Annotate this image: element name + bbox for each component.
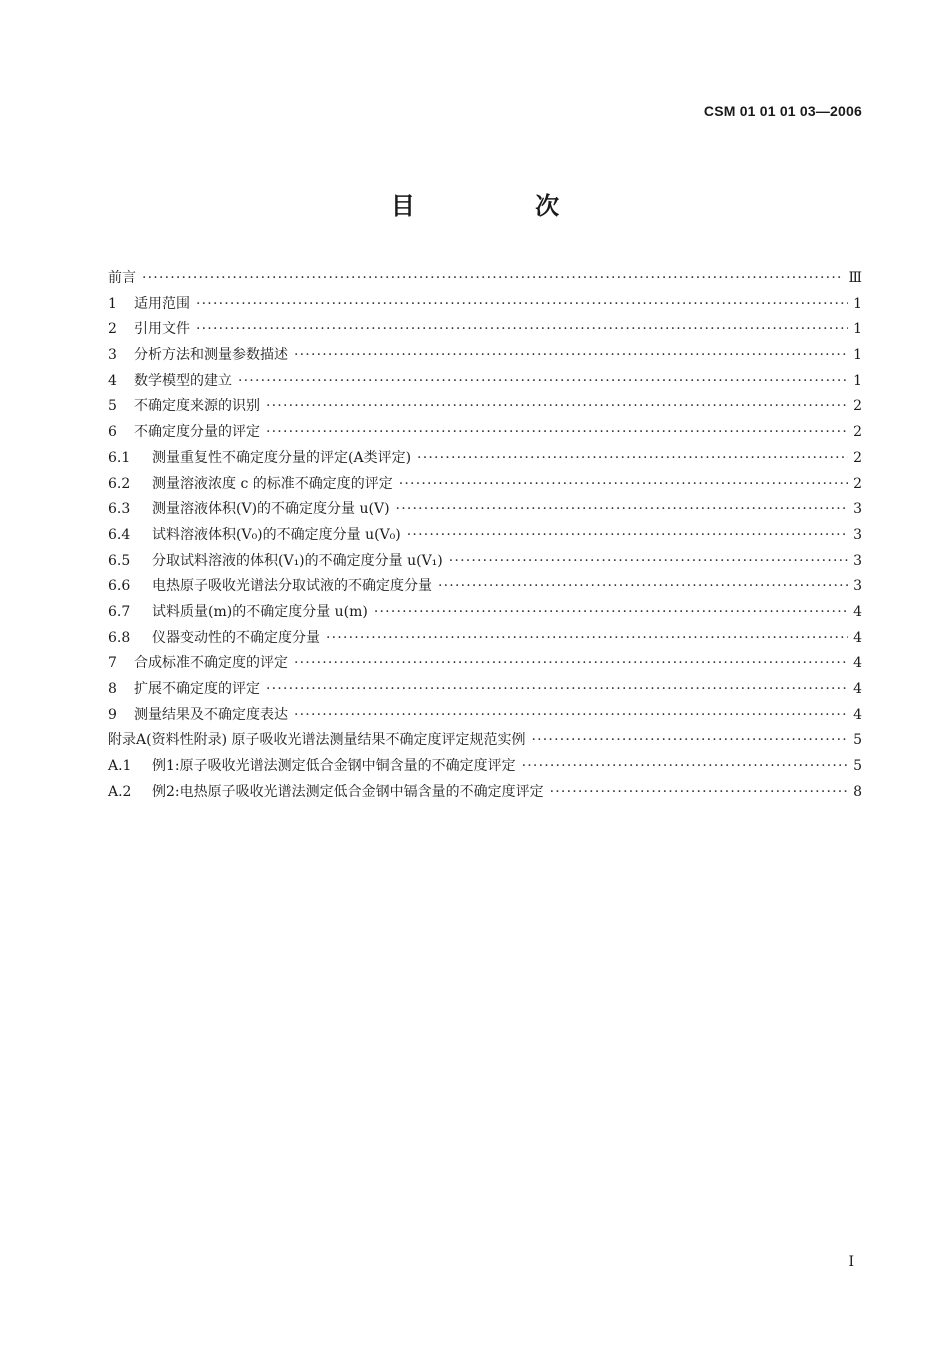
toc-row[interactable]	[108, 574, 862, 600]
toc-row[interactable]	[108, 677, 862, 703]
toc-row[interactable]	[108, 369, 862, 395]
toc-text: 适用范围	[134, 295, 190, 312]
toc-page-number: 8	[853, 783, 862, 800]
toc-number: A.2	[108, 783, 132, 800]
toc-text: 合成标准不确定度的评定	[134, 655, 288, 672]
toc-leader-dots	[449, 549, 848, 575]
toc-text: 分取试料溶液的体积(V₁)的不确定度分量 u(V₁)	[152, 552, 443, 569]
table-of-contents	[108, 266, 862, 805]
toc-text: 不确定度分量的评定	[134, 424, 260, 441]
toc-number: 6.6	[108, 578, 131, 595]
toc-leader-dots	[407, 523, 848, 549]
toc-text: 测量溶液浓度 c 的标准不确定度的评定	[152, 475, 393, 492]
toc-page-number: 4	[853, 706, 862, 723]
toc-leader-dots	[522, 754, 848, 780]
toc-text: 附录A(资料性附录) 原子吸收光谱法测量结果不确定度评定规范实例	[108, 732, 526, 749]
toc-page-number: 1	[853, 347, 862, 364]
toc-number: A.1	[108, 758, 132, 775]
toc-page-number: 3	[853, 501, 862, 518]
toc-leader-dots	[294, 703, 848, 729]
toc-number: 5	[108, 398, 117, 415]
toc-row[interactable]	[108, 343, 862, 369]
toc-leader-dots	[374, 600, 848, 626]
toc-page-number: 2	[853, 424, 862, 441]
toc-text: 分析方法和测量参数描述	[134, 347, 288, 364]
toc-leader-dots	[326, 626, 848, 652]
toc-number: 6.4	[108, 526, 131, 543]
toc-text: 电热原子吸收光谱法分取试液的不确定度分量	[152, 578, 432, 595]
toc-number: 6.5	[108, 552, 131, 569]
toc-text: 例2:电热原子吸收光谱法测定低合金钢中镉含量的不确定度评定	[152, 783, 544, 800]
toc-leader-dots	[266, 420, 848, 446]
toc-row[interactable]	[108, 703, 862, 729]
toc-number: 2	[108, 321, 117, 338]
toc-leader-dots	[438, 574, 848, 600]
toc-page-number: 1	[853, 321, 862, 338]
toc-row[interactable]	[108, 497, 862, 523]
toc-number: 9	[108, 706, 117, 723]
toc-leader-dots	[266, 394, 848, 420]
toc-page-number: 4	[853, 655, 862, 672]
toc-leader-dots	[196, 317, 848, 343]
toc-text: 测量结果及不确定度表达	[134, 706, 288, 723]
toc-page-number: 1	[853, 295, 862, 312]
toc-leader-dots	[142, 266, 844, 292]
toc-leader-dots	[417, 446, 848, 472]
toc-page-number: 2	[853, 449, 862, 466]
toc-row[interactable]	[108, 317, 862, 343]
toc-text: 例1:原子吸收光谱法测定低合金钢中铜含量的不确定度评定	[152, 758, 516, 775]
toc-number: 1	[108, 295, 117, 312]
toc-page-number: 2	[853, 475, 862, 492]
toc-row[interactable]	[108, 754, 862, 780]
toc-page-number: 1	[853, 372, 862, 389]
toc-row[interactable]	[108, 549, 862, 575]
toc-page-number: 3	[853, 552, 862, 569]
toc-row[interactable]	[108, 420, 862, 446]
toc-text: 测量重复性不确定度分量的评定(A类评定)	[152, 449, 412, 466]
toc-page-number: 3	[853, 578, 862, 595]
toc-leader-dots	[294, 343, 848, 369]
toc-page-number: 5	[853, 758, 862, 775]
toc-leader-dots	[396, 497, 848, 523]
toc-page-number: 4	[853, 629, 862, 646]
toc-text: 扩展不确定度的评定	[134, 681, 260, 697]
toc-page-number: Ⅲ	[848, 270, 862, 286]
page-number: I	[848, 1254, 854, 1270]
toc-row[interactable]	[108, 523, 862, 549]
toc-leader-dots	[238, 369, 848, 395]
toc-page-number: 4	[853, 681, 862, 697]
page-title: 目 次	[390, 192, 616, 220]
toc-number: 8	[108, 681, 117, 697]
toc-text: 前言	[108, 270, 136, 286]
toc-leader-dots	[196, 292, 848, 318]
toc-text: 不确定度来源的识别	[134, 398, 260, 415]
toc-number: 6	[108, 424, 117, 441]
toc-number: 7	[108, 655, 117, 672]
toc-row[interactable]	[108, 651, 862, 677]
toc-row[interactable]	[108, 446, 862, 472]
toc-page-number: 4	[853, 603, 862, 620]
toc-row[interactable]	[108, 728, 862, 754]
toc-page-number: 2	[853, 398, 862, 415]
toc-page-number: 3	[853, 526, 862, 543]
toc-leader-dots	[266, 677, 848, 703]
toc-row[interactable]	[108, 600, 862, 626]
toc-text: 仪器变动性的不确定度分量	[152, 629, 320, 646]
toc-text: 试料溶液体积(V₀)的不确定度分量 u(V₀)	[152, 526, 401, 543]
toc-number: 6.3	[108, 501, 131, 518]
toc-leader-dots	[294, 651, 848, 677]
toc-leader-dots	[550, 780, 848, 806]
toc-row[interactable]	[108, 626, 862, 652]
toc-row[interactable]	[108, 394, 862, 420]
toc-number: 6.2	[108, 475, 131, 492]
toc-number: 6.1	[108, 449, 131, 466]
toc-number: 6.8	[108, 629, 131, 646]
toc-text: 试料质量(m)的不确定度分量 u(m)	[152, 603, 368, 620]
document-code: CSM 01 01 01 03—2006	[703, 103, 862, 119]
toc-page-number: 5	[853, 732, 862, 749]
toc-row[interactable]	[108, 266, 862, 292]
toc-leader-dots	[399, 472, 848, 498]
toc-number: 6.7	[108, 603, 131, 620]
toc-row[interactable]	[108, 292, 862, 318]
toc-text: 测量溶液体积(V)的不确定度分量 u(V)	[152, 501, 390, 518]
toc-row[interactable]	[108, 472, 862, 498]
toc-text: 数学模型的建立	[134, 372, 232, 389]
toc-leader-dots	[531, 728, 848, 754]
toc-number: 3	[108, 347, 117, 364]
toc-row[interactable]	[108, 780, 862, 806]
toc-text: 引用文件	[134, 321, 190, 338]
toc-number: 4	[108, 372, 117, 389]
